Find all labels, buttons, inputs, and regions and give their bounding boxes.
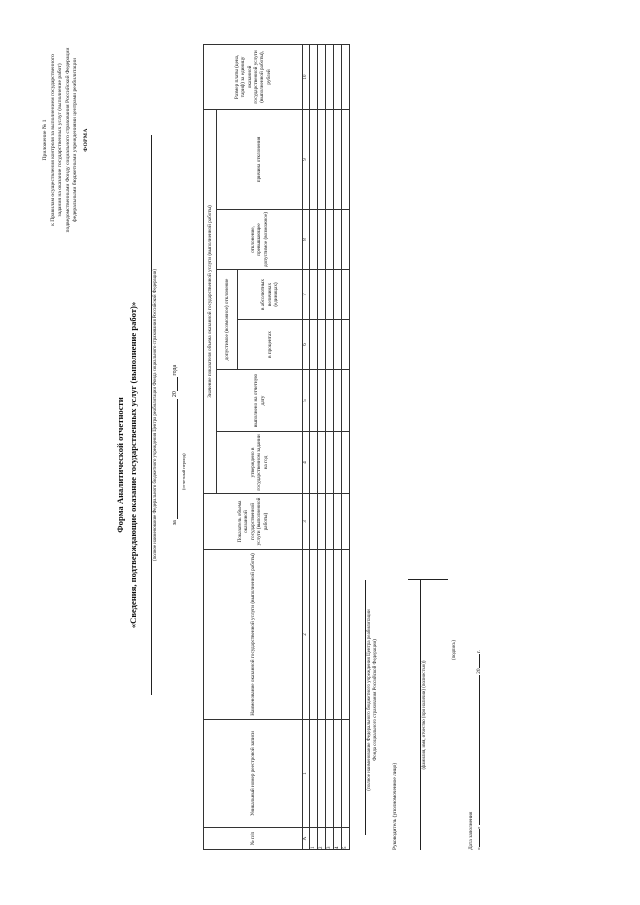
table-cell[interactable] — [318, 370, 326, 432]
table-cell[interactable] — [326, 370, 334, 432]
table-cell[interactable] — [310, 550, 318, 720]
header-done: выполнено на отчетную дату — [217, 370, 303, 432]
column-number: 9 — [303, 109, 310, 209]
table-cell[interactable] — [318, 109, 326, 209]
period-blank[interactable] — [177, 399, 178, 519]
row-number: 5 — [342, 828, 350, 850]
table-cell[interactable] — [334, 370, 342, 432]
form-subtitle: «Сведения, подтверждающие оказание государственных услуг (выполнение работ)» — [128, 301, 138, 629]
table-cell[interactable] — [334, 210, 342, 270]
table-cell[interactable] — [342, 210, 350, 270]
table-cell[interactable] — [326, 550, 334, 720]
header-values-group: Значение показателя объема оказанной государственной услуги (выполненной работы) — [204, 109, 217, 493]
period-year-prefix: 20 — [172, 391, 178, 398]
table-cell[interactable] — [334, 494, 342, 550]
table-cell[interactable] — [310, 270, 318, 320]
column-number: 5 — [303, 370, 310, 432]
table-cell[interactable] — [326, 44, 334, 109]
table-cell[interactable] — [326, 432, 334, 494]
table-cell[interactable] — [310, 370, 318, 432]
appendix-line: Приложение № 1 — [42, 119, 48, 161]
table-row — [326, 44, 334, 849]
column-number: 2 — [303, 550, 310, 720]
table-cell[interactable] — [310, 720, 318, 828]
table-cell[interactable] — [310, 494, 318, 550]
fill-date-quote-close: » — [476, 826, 482, 830]
table-cell[interactable] — [334, 720, 342, 828]
org-name-line — [151, 135, 152, 695]
signature-head-label: Руководитель (уполномоченное лицо) — [392, 762, 398, 850]
table-cell[interactable] — [318, 550, 326, 720]
signature-org-line — [365, 580, 366, 835]
header-registry-number: Уникальный номер реестровой записи — [204, 720, 303, 828]
period-year-blank[interactable] — [177, 377, 178, 391]
document-sheet — [20, 5, 620, 895]
form-title: Форма Аналитической отчетности — [115, 397, 125, 533]
table-cell[interactable] — [342, 494, 350, 550]
fill-date-year-blank[interactable] — [479, 654, 480, 668]
table-cell[interactable] — [318, 720, 326, 828]
column-number: 4 — [303, 432, 310, 494]
table-cell[interactable] — [334, 270, 342, 320]
period-prefix: за — [172, 520, 178, 526]
signature-sign-caption: (подпись) — [452, 640, 457, 660]
table-cell[interactable] — [342, 109, 350, 209]
header-num: № п/п — [204, 828, 303, 850]
column-number: 1 — [303, 720, 310, 828]
row-number: 4 — [334, 828, 342, 850]
signature-name-line[interactable] — [420, 580, 421, 850]
row-number: 2 — [318, 828, 326, 850]
appendix-line: подведомственными Фонду социального страхования Российской Федерации — [64, 47, 71, 233]
appendix-line: задания на оказание государственных услуг (выполнение работ) — [57, 63, 64, 217]
fill-date-quote-open: « — [476, 847, 482, 850]
forma-label: ФОРМА — [82, 128, 89, 152]
header-absolute: в абсолютных величинах (единицах) — [238, 270, 303, 320]
header-deviation-reason: причина отклонения — [217, 109, 303, 209]
appendix-line: федеральными бюджетными учреждениями центрами реабилитации — [72, 58, 79, 222]
period-year-suffix: года — [172, 364, 178, 376]
report-table — [203, 44, 350, 850]
table-cell[interactable] — [326, 720, 334, 828]
table-row — [310, 44, 318, 849]
column-number: 6 — [303, 320, 310, 370]
table-cell[interactable] — [334, 109, 342, 209]
table-cell[interactable] — [326, 494, 334, 550]
column-number: 10 — [303, 44, 310, 109]
header-excess-deviation: отклонение, превышающее допустимое (возможное) — [217, 210, 303, 270]
signature-name-caption: (фамилия, имя, отчество (при наличии) (полностью)) — [422, 660, 427, 770]
column-number: А — [303, 828, 310, 850]
table-cell[interactable] — [310, 109, 318, 209]
row-number: 1 — [310, 828, 318, 850]
signature-org — [365, 550, 380, 850]
table-cell[interactable] — [310, 432, 318, 494]
column-number: 3 — [303, 494, 310, 550]
table-cell[interactable] — [342, 370, 350, 432]
fill-date-label: Дата заполнения — [468, 811, 474, 850]
period-caption: (отчетный период) — [181, 453, 186, 490]
table-cell[interactable] — [318, 320, 326, 370]
table-cell[interactable] — [334, 320, 342, 370]
signature-org-caption: (полное наименование Федерального бюджетного учреждения Центра реабилитации — [367, 609, 372, 791]
fill-date-year-suffix: г. — [476, 650, 482, 654]
table-cell[interactable] — [318, 210, 326, 270]
table-cell[interactable] — [334, 44, 342, 109]
fill-date-day-blank[interactable] — [479, 829, 480, 847]
table-row — [334, 44, 342, 849]
table-row — [318, 44, 326, 849]
table-cell[interactable] — [334, 550, 342, 720]
header-allowed-deviation: допустимое (возможное) отклонение — [217, 270, 238, 370]
table-cell[interactable] — [326, 109, 334, 209]
header-fee: Размер платы (цена, тариф) за единицу оказанной государственной услуги (выполненной работы), рублей — [204, 44, 303, 109]
table-cell[interactable] — [318, 270, 326, 320]
signature-org-caption: Фонда социального страхования Российской Федерации) — [373, 639, 379, 761]
table-cell[interactable] — [342, 270, 350, 320]
table-cell[interactable] — [326, 270, 334, 320]
data-rows — [310, 44, 350, 849]
signature-divider — [408, 579, 448, 580]
header-volume-indicator: Показатель объема оказанной государственной услуги (выполненной работы) — [204, 494, 303, 550]
table-cell[interactable] — [326, 320, 334, 370]
org-name-caption: (полное наименование Федерального бюджетного учреждения Центра реабилитации Фонда социального страхования Российской Федерации) — [153, 269, 158, 561]
column-number-row — [303, 44, 310, 849]
table-cell[interactable] — [318, 432, 326, 494]
table-cell[interactable] — [334, 432, 342, 494]
appendix-line: к Правилам осуществления контроля за выполнением государственного — [49, 54, 56, 226]
table-cell[interactable] — [342, 720, 350, 828]
table-cell[interactable] — [342, 432, 350, 494]
fill-date-year-prefix: 20 — [476, 668, 482, 674]
fill-date-row — [476, 560, 482, 850]
appendix-block — [42, 25, 91, 255]
row-number: 3 — [326, 828, 334, 850]
table-cell[interactable] — [342, 550, 350, 720]
table-cell[interactable] — [310, 210, 318, 270]
table-cell[interactable] — [310, 320, 318, 370]
header-percent: в процентах — [238, 320, 303, 370]
header-approved: утверждено в государственном задании на год — [217, 432, 303, 494]
table-cell[interactable] — [342, 44, 350, 109]
table-cell[interactable] — [310, 44, 318, 109]
table-cell[interactable] — [318, 44, 326, 109]
column-number: 7 — [303, 270, 310, 320]
column-number: 8 — [303, 210, 310, 270]
table-cell[interactable] — [318, 494, 326, 550]
header-service-name: Наименование оказанной государственной услуги (выполненной работы) — [204, 550, 303, 720]
fill-date-month-blank[interactable] — [479, 675, 480, 825]
table-cell[interactable] — [342, 320, 350, 370]
table-row — [342, 44, 350, 849]
period-line — [172, 295, 186, 595]
table-cell[interactable] — [326, 210, 334, 270]
